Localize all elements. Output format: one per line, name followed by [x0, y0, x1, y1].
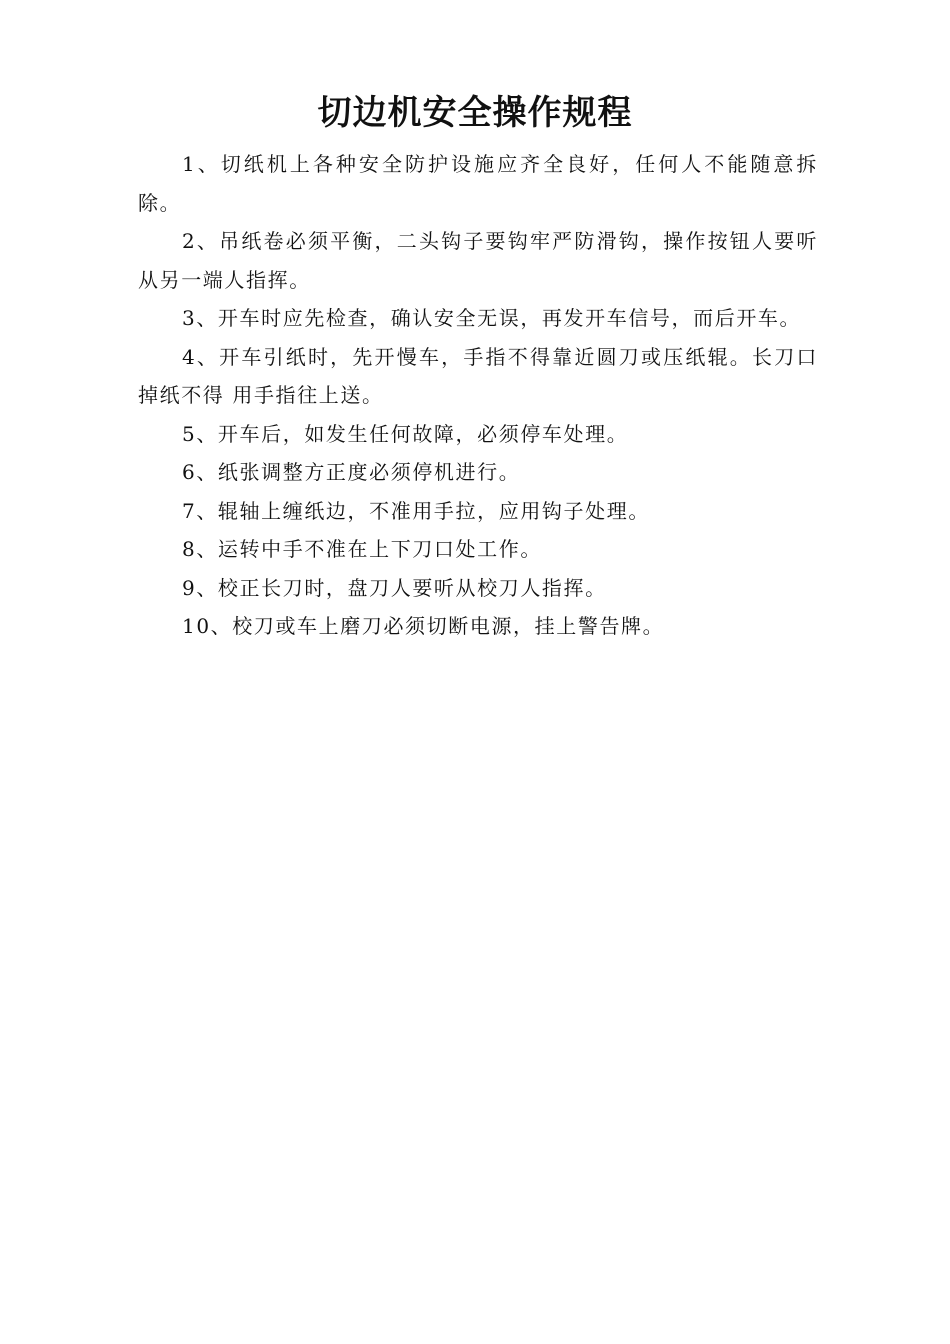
- document-title: 切边机安全操作规程: [317, 93, 633, 133]
- rule-item-2: 2、吊纸卷必须平衡，二头钩子要钩牢严防滑钩，操作按钮人要听从另一端人指挥。: [138, 229, 818, 292]
- rule-item-7: 7、辊轴上缠纸边，不准用手拉，应用钩子处理。: [182, 498, 650, 523]
- rule-item-9: 9、校正长刀时，盘刀人要听从校刀人指挥。: [182, 575, 607, 600]
- rule-item-1: 1、切纸机上各种安全防护设施应齐全良好，任何人不能随意拆除。: [138, 152, 818, 215]
- rule-item-5: 5、开车后，如发生任何故障，必须停车处理。: [182, 421, 629, 446]
- document-body: [138, 145, 818, 646]
- rule-item-8: 8、运转中手不准在上下刀口处工作。: [182, 537, 542, 561]
- rule-item-6: 6、纸张调整方正度必须停机进行。: [182, 460, 521, 484]
- rule-item-10: 10、校刀或车上磨刀必须切断电源，挂上警告牌。: [182, 614, 665, 638]
- rule-item-3: 3、开车时应先检查，确认安全无误，再发开车信号，而后开车。: [182, 306, 802, 330]
- rule-item-4: 4、开车引纸时，先开慢车，手指不得靠近圆刀或压纸辊。长刀口掉纸不得 用手指往上送。: [138, 344, 818, 407]
